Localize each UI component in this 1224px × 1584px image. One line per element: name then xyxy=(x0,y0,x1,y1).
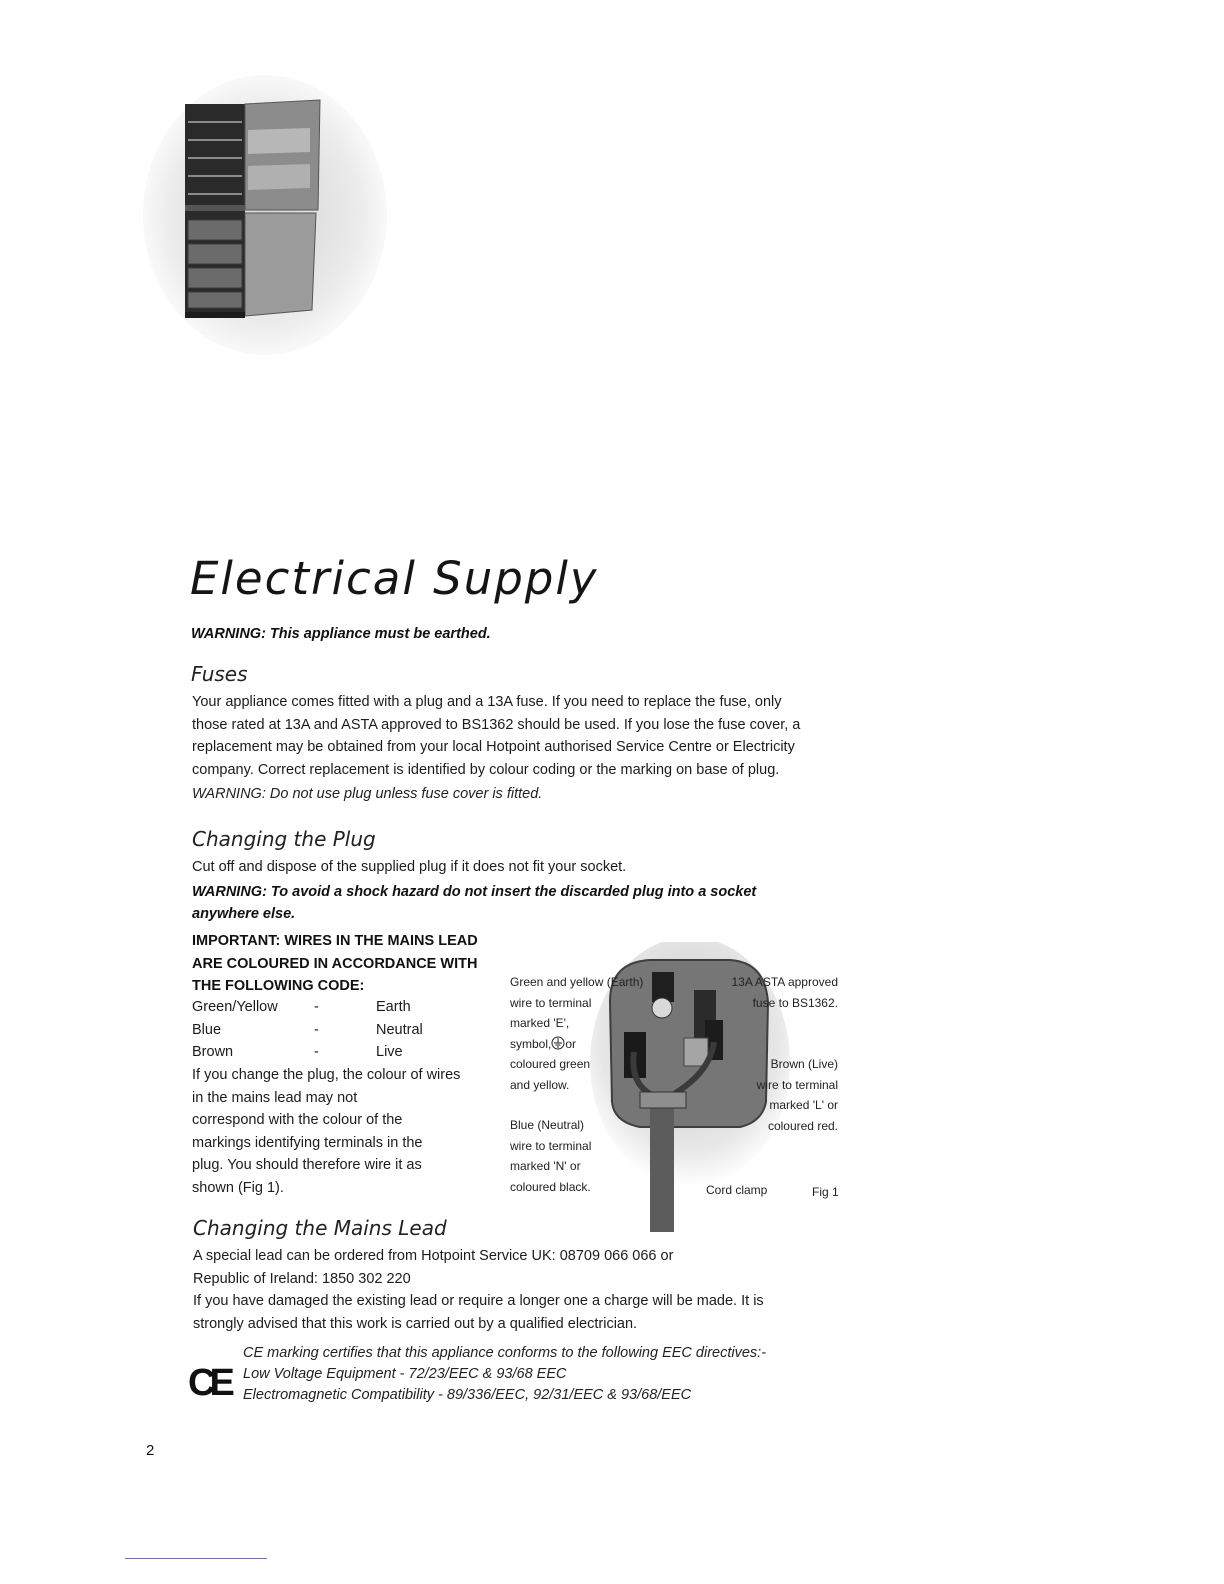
neutral-label-line: wire to terminal xyxy=(510,1138,592,1153)
wire-colour-code-table xyxy=(192,996,423,1064)
ce-line: CE marking certifies that this appliance conforms to the following EEC directives:- xyxy=(243,1345,767,1361)
wire-terminal: Neutral xyxy=(376,1021,423,1038)
earth-symbol-line xyxy=(510,1034,650,1055)
fuses-line: replacement may be obtained from your local Hotpoint authorised Service Centre or Electricity xyxy=(192,739,795,755)
wire-terminal: Earth xyxy=(376,999,411,1016)
live-label-line: wire to terminal xyxy=(756,1077,838,1092)
live-wire-label xyxy=(718,1054,838,1136)
wire-code-row xyxy=(192,1041,423,1064)
important-line: IMPORTANT: WIRES IN THE MAINS LEAD xyxy=(192,933,478,949)
mains-lead-paragraph xyxy=(193,1245,873,1335)
cord-clamp-label: Cord clamp xyxy=(706,1183,768,1197)
earthing-warning: WARNING: This appliance must be earthed. xyxy=(191,626,491,642)
wire-colour: Brown xyxy=(192,1044,234,1061)
neutral-label-line: Blue (Neutral) xyxy=(510,1118,585,1132)
mains-lead-line: A special lead can be ordered from Hotpoint Service UK: 08709 066 066 or xyxy=(193,1248,674,1264)
wire-code-row xyxy=(192,1019,423,1042)
fuses-line: company. Correct replacement is identified by colour coding or the marking on base of plug. xyxy=(192,761,780,778)
ce-line: Low Voltage Equipment - 72/23/EEC & 93/68 EEC xyxy=(243,1366,567,1382)
mains-lead-heading: Changing the Mains Lead xyxy=(193,1216,447,1240)
wire-dash: - xyxy=(314,999,319,1016)
note-line: correspond with the colour of the xyxy=(192,1112,403,1128)
wire-dash: - xyxy=(314,1021,319,1038)
note-line: If you change the plug, the colour of wires xyxy=(192,1067,461,1083)
live-label-line: coloured red. xyxy=(767,1118,838,1133)
important-line: THE FOLLOWING CODE: xyxy=(192,978,365,994)
fuses-paragraph xyxy=(192,691,872,781)
neutral-label-line: marked 'N' or xyxy=(510,1159,581,1173)
important-line: ARE COLOURED IN ACCORDANCE WITH xyxy=(192,955,478,972)
mains-lead-line: strongly advised that this work is carried out by a qualified electrician. xyxy=(193,1315,638,1332)
changing-plug-heading: Changing the Plug xyxy=(192,827,376,851)
wire-colour: Blue xyxy=(192,1021,222,1038)
fuses-line: Your appliance comes fitted with a plug and a 13A fuse. If you need to replace the fuse, only xyxy=(192,694,782,710)
plug-wiring-note xyxy=(192,1064,492,1199)
ce-mark-logo: CE xyxy=(188,1362,229,1404)
fuses-heading: Fuses xyxy=(191,662,248,686)
earth-label-line: coloured green xyxy=(510,1057,591,1071)
note-line: in the mains lead may not xyxy=(192,1089,358,1106)
wire-code-row xyxy=(192,996,423,1019)
footer-rule xyxy=(125,1558,267,1559)
fuse-label-line: fuse to BS1362. xyxy=(752,995,838,1010)
note-line: shown (Fig 1). xyxy=(192,1179,284,1196)
live-label-line: marked 'L' or xyxy=(769,1098,838,1112)
earth-label-line: symbol, xyxy=(510,1036,552,1051)
fridge-freezer-photo xyxy=(140,70,390,360)
figure-caption: Fig 1 xyxy=(812,1185,839,1199)
fuse-label-line: 13A ASTA approved xyxy=(731,975,838,989)
fuses-line: those rated at 13A and ASTA approved to BS1362 should be used. If you lose the fuse cover, a xyxy=(192,716,801,733)
ce-line: Electromagnetic Compatibility - 89/336/EEC, 92/31/EEC & 93/68/EEC xyxy=(243,1387,692,1403)
earth-label-line: marked 'E', xyxy=(510,1016,570,1030)
earth-label-line: and yellow. xyxy=(510,1077,570,1092)
wire-colour: Green/Yellow xyxy=(192,999,278,1016)
earth-symbol-suffix: or xyxy=(565,1036,577,1051)
wire-terminal: Live xyxy=(376,1044,403,1061)
neutral-label-line: coloured black. xyxy=(510,1179,591,1194)
earth-wire-label xyxy=(510,972,650,1095)
warning-line: WARNING: To avoid a shock hazard do not insert the discarded plug into a socket xyxy=(192,884,757,900)
shock-hazard-warning xyxy=(192,881,756,925)
mains-lead-line: Republic of Ireland: 1850 302 220 xyxy=(193,1270,411,1287)
mains-lead-line: If you have damaged the existing lead or require a longer one a charge will be made. It is xyxy=(193,1293,764,1309)
note-line: plug. You should therefore wire it as xyxy=(192,1157,422,1173)
earth-label-line: wire to terminal xyxy=(510,995,592,1010)
note-line: markings identifying terminals in the xyxy=(192,1134,423,1151)
important-notice xyxy=(192,930,478,998)
earth-label-line: Green and yellow (Earth) xyxy=(510,975,644,989)
wire-dash: - xyxy=(314,1044,319,1061)
page-number: 2 xyxy=(146,1442,155,1459)
neutral-wire-label xyxy=(510,1115,630,1197)
changing-plug-text: Cut off and dispose of the supplied plug if it does not fit your socket. xyxy=(192,859,627,875)
page-title: Electrical Supply xyxy=(190,552,599,605)
live-label-line: Brown (Live) xyxy=(770,1057,838,1071)
earth-symbol-icon xyxy=(551,1036,565,1050)
warning-line: anywhere else. xyxy=(192,906,296,922)
ce-directives xyxy=(243,1343,766,1406)
fuse-label xyxy=(700,972,838,1013)
fuse-cover-warning: WARNING: Do not use plug unless fuse cover is fitted. xyxy=(192,786,543,802)
